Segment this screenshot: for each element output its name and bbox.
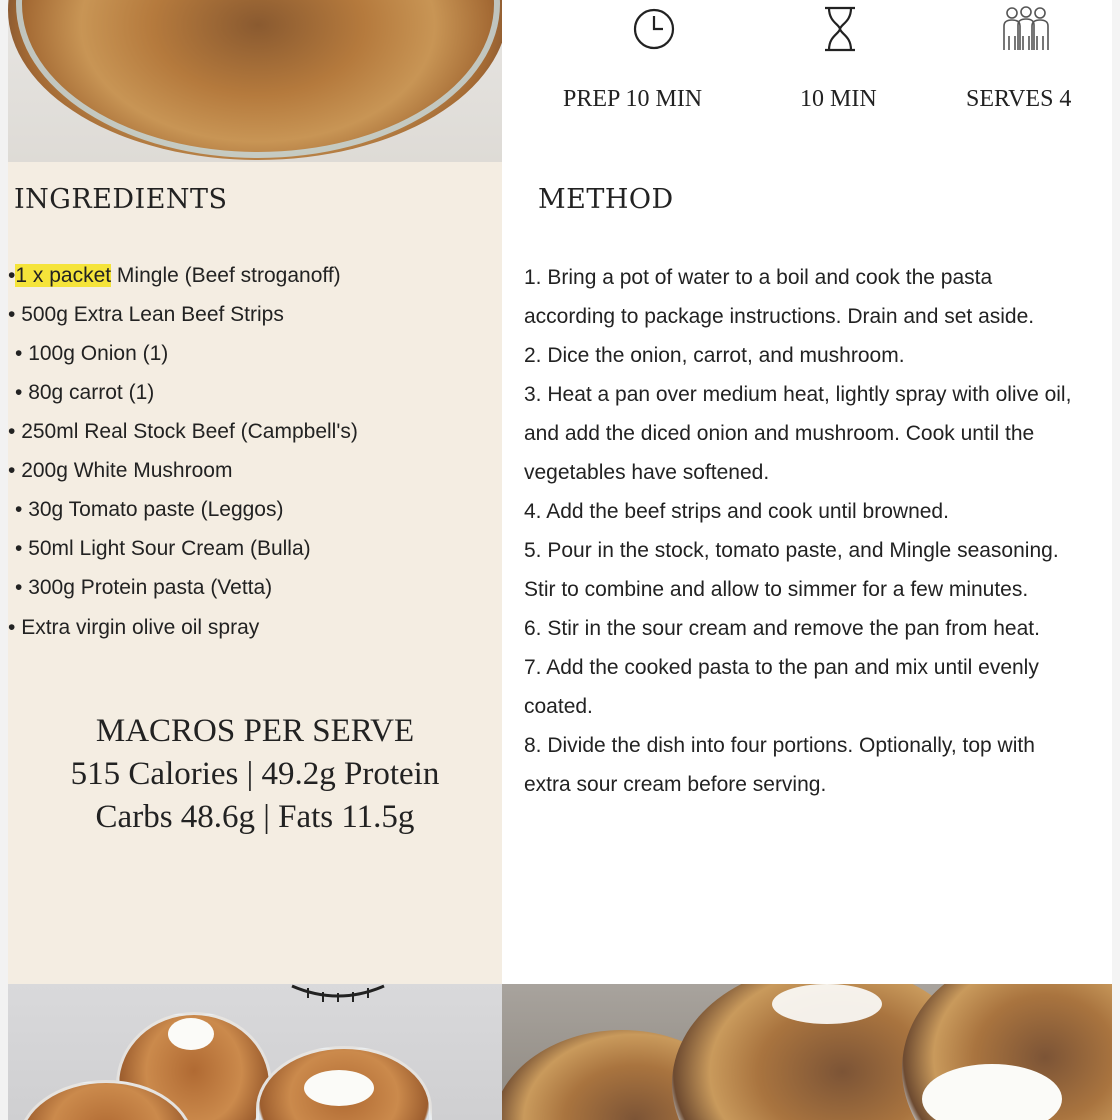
- bowl-rim: [16, 0, 500, 158]
- macros-calories-protein: 515 Calories | 49.2g Protein: [70, 756, 440, 792]
- method-step: 5. Pour in the stock, tomato paste, and Mingle seasoning. Stir to combine and allow to simmer for a few minutes.: [524, 539, 1059, 601]
- ingredient-item: • 250ml Real Stock Beef (Campbell's): [8, 420, 358, 443]
- ingredient-item: • 500g Extra Lean Beef Strips: [8, 303, 284, 326]
- sour-cream-dollop: [168, 1018, 214, 1050]
- method-title: METHOD: [538, 184, 674, 215]
- ingredient-item: • 30g Tomato paste (Leggos): [15, 498, 284, 521]
- method-step: 2. Dice the onion, carrot, and mushroom.: [524, 344, 905, 367]
- prep-time-label: PREP 10 MIN: [563, 86, 703, 112]
- ingredient-item: •1 x packet Mingle (Beef stroganoff): [8, 264, 341, 287]
- sour-cream-dollop: [772, 984, 882, 1024]
- pasta-containers-photo: [502, 984, 1112, 1120]
- macros-title: MACROS PER SERVE: [95, 713, 415, 749]
- ingredient-item: • 50ml Light Sour Cream (Bulla): [15, 537, 311, 560]
- page-edge-left: [0, 0, 8, 1120]
- basket-rim: [288, 984, 388, 1002]
- method-steps: [524, 258, 1084, 804]
- method-step: 6. Stir in the sour cream and remove the pan from heat.: [524, 617, 1040, 640]
- pasta-cups-photo: [8, 984, 502, 1120]
- method-step: 4. Add the beef strips and cook until browned.: [524, 500, 949, 523]
- pasta-bowl-photo: [8, 0, 502, 162]
- ingredient-item: • 80g carrot (1): [15, 381, 155, 404]
- ingredient-item: • 300g Protein pasta (Vetta): [15, 576, 273, 599]
- ingredient-item: • Extra virgin olive oil spray: [8, 616, 260, 639]
- ingredient-item: • 200g White Mushroom: [8, 459, 233, 482]
- serves-label: SERVES 4: [966, 86, 1072, 112]
- page-edge-right: [1112, 0, 1120, 1120]
- hourglass-icon: [822, 6, 858, 56]
- macros-carbs-fats: Carbs 48.6g | Fats 11.5g: [95, 799, 415, 835]
- ingredient-item: • 100g Onion (1): [15, 342, 169, 365]
- highlighted-text: 1 x packet: [15, 264, 112, 287]
- clock-icon: [632, 7, 676, 55]
- cook-time-label: 10 MIN: [800, 86, 877, 112]
- people-icon: [1000, 6, 1052, 56]
- method-step: 1. Bring a pot of water to a boil and cook the pasta according to package instructions. Drain and set aside.: [524, 266, 1035, 328]
- ingredients-title: INGREDIENTS: [14, 184, 228, 215]
- method-step: 7. Add the cooked pasta to the pan and mix until evenly coated.: [524, 656, 1039, 718]
- method-step: 8. Divide the dish into four portions. Optionally, top with extra sour cream before serving.: [524, 734, 1035, 796]
- sour-cream-dollop: [304, 1070, 374, 1106]
- macros-block: [8, 710, 502, 839]
- method-step: 3. Heat a pan over medium heat, lightly spray with olive oil, and add the diced onion and mushroom. Cook until the vegetables have softened.: [524, 383, 1072, 484]
